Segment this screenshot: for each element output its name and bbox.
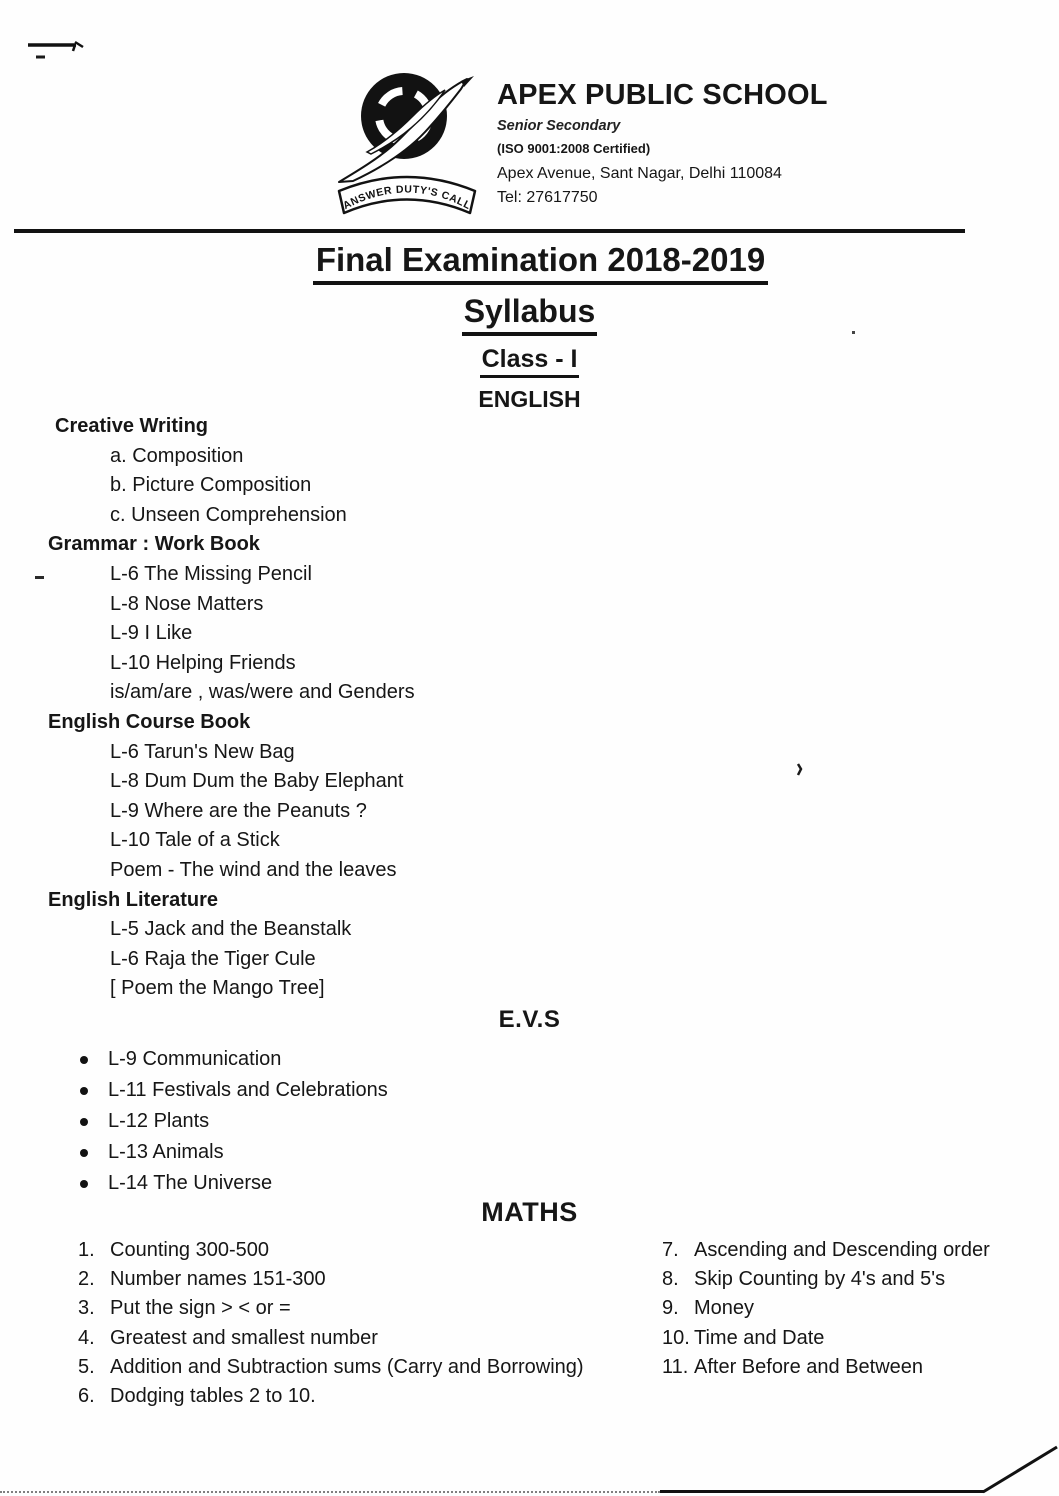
list-item [662, 1353, 990, 1382]
list-item-label: Ascending and Descending order [694, 1239, 990, 1261]
section-group-title: Creative Writing [55, 415, 208, 437]
exam-title: Final Examination 2018-2019 [313, 241, 768, 285]
list-number: 1. [78, 1239, 95, 1261]
list-item [80, 1075, 388, 1106]
section-item: L-9 Where are the Peanuts ? [110, 799, 367, 822]
maths-heading: MATHS [481, 1197, 578, 1227]
bullet-icon [80, 1056, 88, 1064]
maths-list-left [78, 1236, 584, 1411]
list-number: 7. [662, 1239, 679, 1261]
list-number: 8. [662, 1268, 679, 1291]
list-number: 4. [78, 1326, 95, 1349]
school-info [497, 80, 828, 207]
school-certification: (ISO 9001:2008 Certified) [497, 141, 651, 156]
section-item: a. Composition [110, 444, 244, 467]
list-item-label: Time and Date [694, 1326, 825, 1349]
logo-banner-text: ANSWER DUTY'S CALL [341, 183, 473, 213]
school-address: Apex Avenue, Sant Nagar, Delhi 110084 [497, 165, 782, 182]
maths-heading-row [0, 1197, 1059, 1228]
section-item: L-10 Helping Friends [110, 651, 296, 674]
list-number: 9. [662, 1297, 679, 1320]
school-phone: Tel: 27617750 [497, 189, 598, 206]
list-item [662, 1236, 990, 1265]
syllabus-title: Syllabus [462, 293, 598, 336]
scan-artifact-top-left [26, 38, 88, 64]
school-logo [333, 64, 481, 218]
list-number: 2. [78, 1268, 95, 1291]
list-item [662, 1294, 990, 1323]
scan-artifact-bottom-edge [660, 1490, 984, 1493]
list-item-label: Addition and Subtraction sums (Carry and Borrowing) [110, 1355, 584, 1378]
section-item: L-8 Nose Matters [110, 592, 264, 615]
section-item: L-10 Tale of a Stick [110, 829, 280, 852]
list-item-label: Greatest and smallest number [110, 1326, 378, 1349]
list-item [80, 1168, 388, 1199]
list-item [662, 1324, 990, 1353]
section-group-title: English Course Book [48, 710, 251, 733]
section-group-title: English Literature [48, 888, 219, 911]
section-item: Poem - The wind and the leaves [110, 858, 397, 881]
list-item [78, 1294, 584, 1323]
school-subtitle: Senior Secondary [497, 118, 621, 134]
section-item: is/am/are , was/were and Genders [110, 681, 415, 704]
bullet-icon [80, 1180, 88, 1188]
section-item: c. Unseen Comprehension [110, 503, 347, 526]
list-item-label: Number names 151-300 [110, 1268, 326, 1291]
list-item [662, 1265, 990, 1294]
list-number: 5. [78, 1355, 95, 1378]
maths-list-right [662, 1236, 990, 1382]
section-item: L-6 The Missing Pencil [110, 562, 312, 585]
section-item: [ Poem the Mango Tree] [110, 977, 325, 1000]
list-item-label: Counting 300-500 [110, 1239, 270, 1261]
list-item-label: L-9 Communication [108, 1048, 282, 1070]
list-item [78, 1265, 584, 1294]
header-divider [14, 229, 965, 233]
english-section [48, 412, 415, 1004]
scan-artifact-corner-diagonal [978, 1442, 1059, 1496]
evs-heading-row [0, 1006, 1059, 1034]
section-item: L-9 I Like [110, 622, 193, 645]
list-item-label: L-12 Plants [108, 1110, 210, 1132]
list-item [80, 1137, 388, 1168]
scan-artifact-dash [35, 576, 44, 579]
section-item: L-5 Jack and the Beanstalk [110, 918, 352, 941]
list-number: 10. [662, 1326, 690, 1349]
list-item-label: Put the sign > < or = [110, 1297, 291, 1320]
list-item [80, 1106, 388, 1137]
school-name: APEX PUBLIC SCHOOL [497, 79, 828, 111]
section-group-title: Grammar : Work Book [48, 533, 260, 556]
list-item-label: After Before and Between [694, 1355, 924, 1378]
scan-artifact-dot [852, 331, 855, 334]
list-item [78, 1382, 584, 1411]
list-item [78, 1353, 584, 1382]
list-item-label: Money [694, 1297, 755, 1320]
evs-heading: E.V.S [498, 1006, 561, 1033]
list-item [78, 1324, 584, 1353]
bullet-icon [80, 1118, 88, 1126]
list-item-label: L-14 The Universe [108, 1172, 273, 1194]
scan-artifact-bottom-edge-dotted [0, 1491, 660, 1493]
list-item [80, 1044, 388, 1075]
list-item-label: Dodging tables 2 to 10. [110, 1385, 316, 1408]
list-item-label: L-13 Animals [108, 1141, 224, 1163]
scan-artifact-mark [794, 762, 806, 778]
list-number: 11. [662, 1355, 689, 1378]
title-block [0, 241, 1059, 413]
class-title: Class - I [480, 345, 580, 378]
section-item: L-6 Tarun's New Bag [110, 740, 295, 763]
list-item-label: Skip Counting by 4's and 5's [694, 1268, 946, 1291]
evs-section [80, 1044, 388, 1199]
list-number: 3. [78, 1297, 95, 1320]
section-item: L-8 Dum Dum the Baby Elephant [110, 770, 404, 793]
list-item-label: L-11 Festivals and Celebrations [108, 1079, 388, 1101]
bullet-icon [80, 1087, 88, 1095]
section-item: L-6 Raja the Tiger Cule [110, 947, 316, 970]
list-number: 6. [78, 1385, 95, 1408]
list-item [78, 1236, 584, 1265]
english-heading: ENGLISH [478, 386, 581, 412]
bullet-icon [80, 1149, 88, 1157]
section-item: b. Picture Composition [110, 474, 312, 497]
